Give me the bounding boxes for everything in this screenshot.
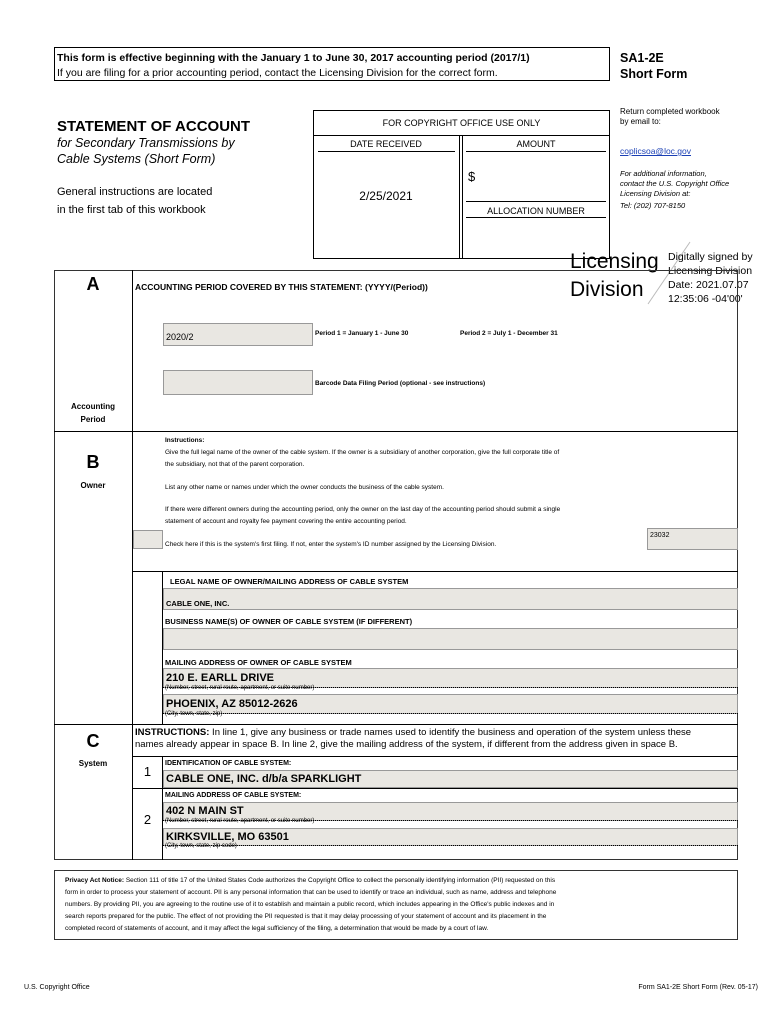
owner-instruction-2: List any other name or names under which the owner conducts the business of the cable system. [165, 484, 444, 491]
identification-value: CABLE ONE, INC. d/b/a SPARKLIGHT [166, 773, 362, 785]
subtitle-line2: Cable Systems (Short Form) [57, 152, 216, 166]
owner-city-input[interactable] [163, 694, 738, 714]
privacy-notice-title: Privacy Act Notice: [65, 877, 125, 884]
section-a-label-line1: Accounting [71, 402, 115, 411]
owner-street-value: 210 E. EARLL DRIVE [166, 672, 274, 684]
privacy-notice-line1: Section 111 of title 17 of the United States Code authorizes the Copyright Office to collect the personally identifying information (PII) requested on this [124, 877, 556, 884]
form-code: SA1-2E [620, 51, 664, 65]
business-names-label: BUSINESS NAME(S) OF OWNER OF CABLE SYSTEM (IF DIFFERENT) [165, 617, 413, 626]
identification-input[interactable] [163, 770, 738, 788]
system-instructions [135, 727, 735, 751]
owner-instruction-3a: If there were different owners during the accounting period, only the owner on the last day of the accounting period should submit a single [165, 506, 561, 513]
date-received-label: DATE RECEIVED [350, 139, 422, 149]
footer-left: U.S. Copyright Office [24, 984, 90, 991]
line-2-number: 2 [143, 812, 152, 827]
section-b-letter: B [86, 452, 100, 472]
period-1-note: Period 1 = January 1 - June 30 [315, 330, 409, 337]
date-received-value: 2/25/2021 [359, 189, 413, 203]
system-city-input[interactable] [163, 828, 738, 846]
additional-info: For additional information, contact the U.S. Copyright Office Licensing Division at: [620, 169, 730, 198]
first-filing-text: Check here if this is the system's first filing. If not, enter the system's ID number assigned by the Licensing Division. [165, 541, 497, 548]
subtitle-line1: for Secondary Transmissions by [57, 136, 235, 150]
system-instructions-line1: In line 1, give any business or trade names used to identify the business and operation of the system unless these [209, 727, 692, 738]
first-filing-checkbox[interactable] [133, 530, 163, 549]
legal-name-label: LEGAL NAME OF OWNER/MAILING ADDRESS OF CABLE SYSTEM [170, 577, 409, 586]
accounting-period-value: 2020/2 [166, 332, 194, 342]
barcode-period-label: Barcode Data Filing Period (optional - see instructions) [315, 380, 486, 387]
effective-notice-line1: This form is effective beginning with the January 1 to June 30, 2017 accounting period (2017/1) [57, 52, 530, 64]
system-street-value: 402 N MAIN ST [166, 805, 244, 817]
legal-name-value: CABLE ONE, INC. [166, 599, 230, 608]
privacy-notice-line2: form in order to process your statement of account. PII is any personal information that can be used to identify or trace an individual, such as name, address and telephone [65, 889, 557, 896]
privacy-notice-line4: search reports prepared for the public. The effect of not providing the PII requested is that it may delay processing of your statement of account and its placement in the [65, 913, 547, 920]
signature-details-line3: Date: 2021.07.07 [668, 279, 749, 291]
privacy-notice-line3: numbers. By providing PII, you are agreeing to the routine use of it to establish and maintain a public record, which includes appearing in the Office's public indexes and in [65, 901, 555, 908]
email-link[interactable]: coplicsoa@loc.gov [620, 146, 691, 156]
page-title: STATEMENT OF ACCOUNT [57, 118, 251, 135]
owner-instruction-1a: Give the full legal name of the owner of the cable system. If the owner is a subsidiary of another corporation, give the full corporate title of [165, 449, 560, 456]
system-instructions-bold: INSTRUCTIONS: [135, 727, 210, 738]
privacy-notice [65, 875, 735, 935]
system-street-caption: (Number, street, rural route, apartment, or suite number) [165, 818, 315, 824]
general-instructions-line1: General instructions are located [57, 186, 213, 198]
section-a-letter: A [86, 274, 100, 294]
system-instructions-line2: names already appear in space B. In line 2, give the mailing address of the system, if different from the address given in space B. [135, 739, 678, 750]
business-names-input[interactable] [163, 628, 738, 650]
owner-instruction-3b: statement of account and royalty fee payment covering the entire accounting period. [165, 518, 407, 525]
signature-details-line4: 12:35:06 -04'00' [668, 293, 743, 305]
system-id-input[interactable] [647, 528, 738, 550]
barcode-period-input[interactable] [163, 370, 313, 395]
system-mailing-label: MAILING ADDRESS OF CABLE SYSTEM: [165, 792, 302, 799]
system-city-value: KIRKSVILLE, MO 63501 [166, 831, 289, 843]
legal-name-input[interactable] [163, 588, 738, 610]
owner-city-value: PHOENIX, AZ 85012-2626 [166, 698, 298, 710]
amount-label: AMOUNT [516, 139, 556, 149]
footer-right: Form SA1-2E Short Form (Rev. 05-17) [638, 984, 758, 991]
period-2-note: Period 2 = July 1 - December 31 [460, 330, 558, 337]
identification-label: IDENTIFICATION OF CABLE SYSTEM: [165, 760, 292, 767]
system-id-value: 23032 [650, 532, 670, 539]
owner-instruction-1b: the subsidiary, not that of the parent corporation. [165, 461, 305, 468]
accounting-period-heading: ACCOUNTING PERIOD COVERED BY THIS STATEMENT: (YYYY/(Period)) [135, 282, 428, 292]
amount-dollar-sign: $ [468, 169, 476, 184]
system-city-caption: (City, town, state, zip code) [165, 843, 237, 849]
owner-street-caption: (Number, street, rural route, apartment, or suite number) [165, 685, 315, 691]
general-instructions-line2: in the first tab of this workbook [57, 204, 206, 216]
return-info: Return completed workbook by email to: [620, 107, 720, 126]
owner-mailing-label: MAILING ADDRESS OF OWNER OF CABLE SYSTEM [165, 658, 352, 667]
privacy-notice-line5: completed record of statements of account, and it may affect the legal sufficiency of the filing, a determination that would be made by a court of law. [65, 925, 489, 932]
section-a-label-line2: Period [80, 415, 106, 424]
line-1-number: 1 [143, 764, 152, 779]
signature-name-line1: Licensing [570, 250, 659, 273]
signature-details-line1: Digitally signed by [668, 251, 753, 263]
signature-details-line2: Licensing Division [668, 265, 753, 277]
accounting-period-input[interactable] [163, 323, 313, 346]
form-name: Short Form [620, 67, 688, 81]
effective-notice-line2: If you are filing for a prior accounting period, contact the Licensing Division for the correct form. [57, 67, 498, 79]
owner-instructions-title: Instructions: [165, 437, 205, 444]
signature-name-line2: Division [570, 278, 644, 301]
section-b-label: Owner [80, 481, 106, 490]
owner-city-caption: (City, town, state, zip) [165, 711, 223, 717]
section-c-letter: C [86, 731, 100, 751]
office-use-header: FOR COPYRIGHT OFFICE USE ONLY [382, 118, 541, 128]
telephone: Tel: (202) 707-8150 [620, 201, 686, 210]
allocation-number-label: ALLOCATION NUMBER [487, 206, 585, 216]
section-c-label: System [78, 759, 108, 768]
